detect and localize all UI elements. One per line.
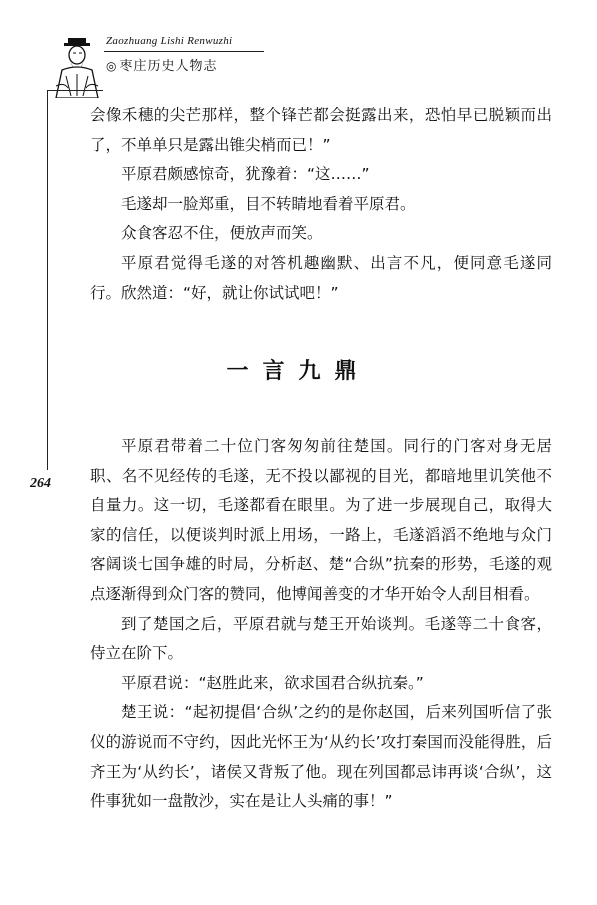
paragraph: 到了楚国之后，平原君就与楚王开始谈判。毛遂等二十食客，侍立在阶下。 bbox=[90, 614, 552, 663]
paragraph: 平原君说：“赵胜此来，欲求国君合纵抗秦。” bbox=[121, 673, 424, 692]
paragraph: 楚王说：“起初提倡‘合纵’之约的是你赵国，后来列国听信了张仪的游说而不守约，因此光怀王为‘从约长’攻打秦国而没能得胜，后齐王为‘从约长’，诸侯又背叛了他。现在列国都忌讳再谈‘合纵’，这件事犹如一盘散沙，实在是让人头痛的事！” bbox=[90, 703, 552, 811]
paragraph: 平原君颇感惊奇，犹豫着：“这……” bbox=[121, 165, 370, 184]
paragraph: 毛遂却一脸郑重，目不转睛地看着平原君。 bbox=[121, 194, 416, 213]
page-number: 264 bbox=[30, 476, 51, 491]
scholar-portrait-icon bbox=[54, 36, 104, 98]
margin-rule bbox=[47, 90, 48, 470]
series-title bbox=[106, 55, 218, 74]
margin-rule-top bbox=[47, 90, 103, 91]
section-title: 一言九鼎 bbox=[226, 358, 371, 384]
body-text-lower bbox=[90, 432, 552, 817]
paragraph: 平原君觉得毛遂的对答机趣幽默、出言不凡，便同意毛遂同行。欣然道：“好，就让你试试吧！” bbox=[90, 253, 552, 302]
series-title-text: 枣庄历史人物志 bbox=[119, 59, 218, 74]
header-rule bbox=[104, 51, 264, 52]
paragraph: 众食客忍不住，便放声而笑。 bbox=[121, 224, 323, 243]
paragraph: 平原君带着二十位门客匆匆前往楚国。同行的门客对身无居职、名不见经传的毛遂，无不投以鄙视的目光，都暗地里讥笑他不自量力。这一切，毛遂都看在眼里。为了进一步展现自己，取得大家的信任，以便谈判时派上用场，一路上，毛遂滔滔不绝地与众门客阔谈七国争雄的时局，分析赵、楚“合纵”抗秦的形势，毛遂的观点逐渐得到众门客的赞同，他博闻善变的才华开始令人刮目相看。 bbox=[90, 437, 552, 603]
paragraph: 会像禾穗的尖芒那样，整个锋芒都会挺露出来，恐怕早已脱颖而出了，不单单只是露出锥尖梢而已！” bbox=[90, 106, 552, 154]
bullseye-icon: ◎ bbox=[106, 59, 118, 73]
body-text-upper bbox=[90, 101, 552, 308]
series-title-pinyin: Zaozhuang Lishi Renwuzhi bbox=[106, 35, 233, 47]
